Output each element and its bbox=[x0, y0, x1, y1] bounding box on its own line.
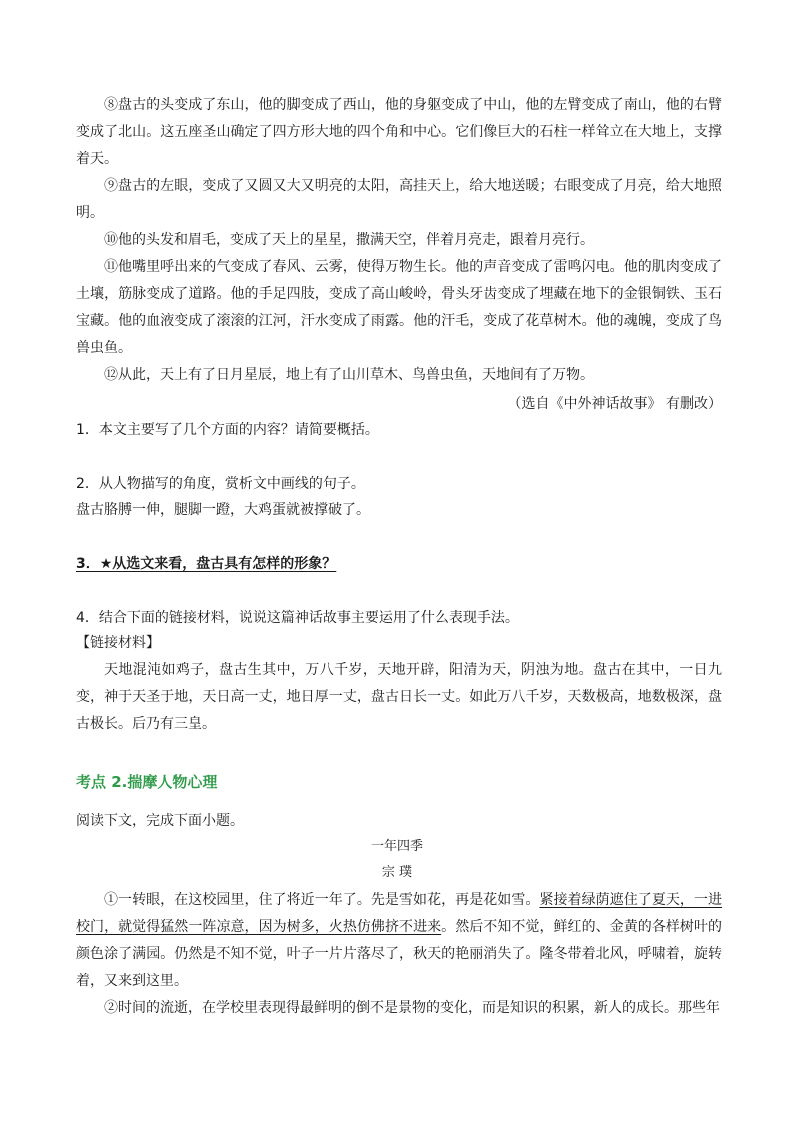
essay-paragraph-1 bbox=[76, 887, 722, 995]
story-paragraph-9: ⑨盘古的左眼，变成了又圆又大又明亮的太阳，高挂天上，给大地送暖；右眼变成了月亮，给大地照明。 bbox=[76, 178, 722, 221]
section-heading: 考点 2.揣摩人物心理 bbox=[76, 773, 218, 791]
essay-paragraph-1-end: 。然后不知不觉，鲜红的、金黄的各样树叶的颜色涂了满园。仍然是不知不觉，叶子一片片落尽了，秋天的艳丽消失了。隆冬带着北风，呼啸着，旋转着，又来到这里。 bbox=[76, 919, 722, 989]
question-2: 2．从人物描写的角度，赏析文中画线的句子。 bbox=[76, 476, 365, 492]
link-material-text: 天地混沌如鸡子，盘古生其中，万八千岁，天地开辟，阳清为天，阴浊为地。盘古在其中，一日九变，神于天圣于地，天日高一丈，地日厚一丈，盘古日长一丈。如此万八千岁，天数极高，地数极深，盘古极长。后乃有三皇。 bbox=[76, 662, 722, 732]
story-paragraph-11: ⑪他嘴里呼出来的气变成了春风、云雾，使得万物生长。他的声音变成了雷鸣闪电。他的肌肉变成了土壤，筋脉变成了道路。他的手足四肢，变成了高山峻岭，骨头牙齿变成了埋藏在地下的金银铜铁、玉石宝藏。他的血液变成了滚滚的江河，汗水变成了雨露。他的汗毛，变成了花草树木。他的魂魄，变成了鸟兽虫鱼。 bbox=[76, 259, 722, 356]
underlined-sentence: 紧接着绿荫遮住了夏天，一进校门，就觉得猛然一阵凉意，因为树多，火热仿佛挤不进来 bbox=[76, 892, 723, 935]
source-citation: （选自《中外神话故事》 有删改） bbox=[507, 396, 722, 412]
essay-title: 一年四季 bbox=[370, 839, 423, 854]
question-3-text: 3．★从选文来看，盘古具有怎样的形象？ bbox=[76, 556, 337, 572]
link-material-label: 【链接材料】 bbox=[76, 635, 160, 651]
question-2-quote: 盘古胳膊一伸，腿脚一蹬，大鸡蛋就被撑破了。 bbox=[76, 502, 370, 518]
essay-paragraph-2: ②时间的流逝，在学校里表现得最鲜明的倒不是景物的变化，而是知识的积累，新人的成长。那些年 bbox=[104, 1000, 720, 1016]
question-4: 4．结合下面的链接材料，说说这篇神话故事主要运用了什么表现手法。 bbox=[76, 610, 519, 626]
story-paragraph-12: ⑫从此，天上有了日月星辰，地上有了山川草木、鸟兽虫鱼，天地间有了万物。 bbox=[104, 367, 594, 383]
essay-author: 宗 璞 bbox=[381, 865, 413, 880]
essay-paragraph-1-start: ①一转眼，在这校园里，住了将近一年了。先是雪如花，再是花如雪。 bbox=[104, 892, 540, 908]
reading-instruction: 阅读下文，完成下面小题。 bbox=[76, 813, 244, 829]
question-3 bbox=[76, 551, 722, 577]
story-paragraph-10: ⑩他的头发和眉毛，变成了天上的星星，撒满天空，伴着月亮走，跟着月亮行。 bbox=[104, 232, 594, 248]
story-paragraph-8: ⑧盘古的头变成了东山，他的脚变成了西山，他的身躯变成了中山，他的左臂变成了南山，他的右臂变成了北山。这五座圣山确定了四方形大地的四个角和中心。它们像巨大的石柱一样耸立在大地上，支撑着天。 bbox=[76, 97, 722, 167]
question-1: 1．本文主要写了几个方面的内容？请简要概括。 bbox=[76, 422, 379, 438]
